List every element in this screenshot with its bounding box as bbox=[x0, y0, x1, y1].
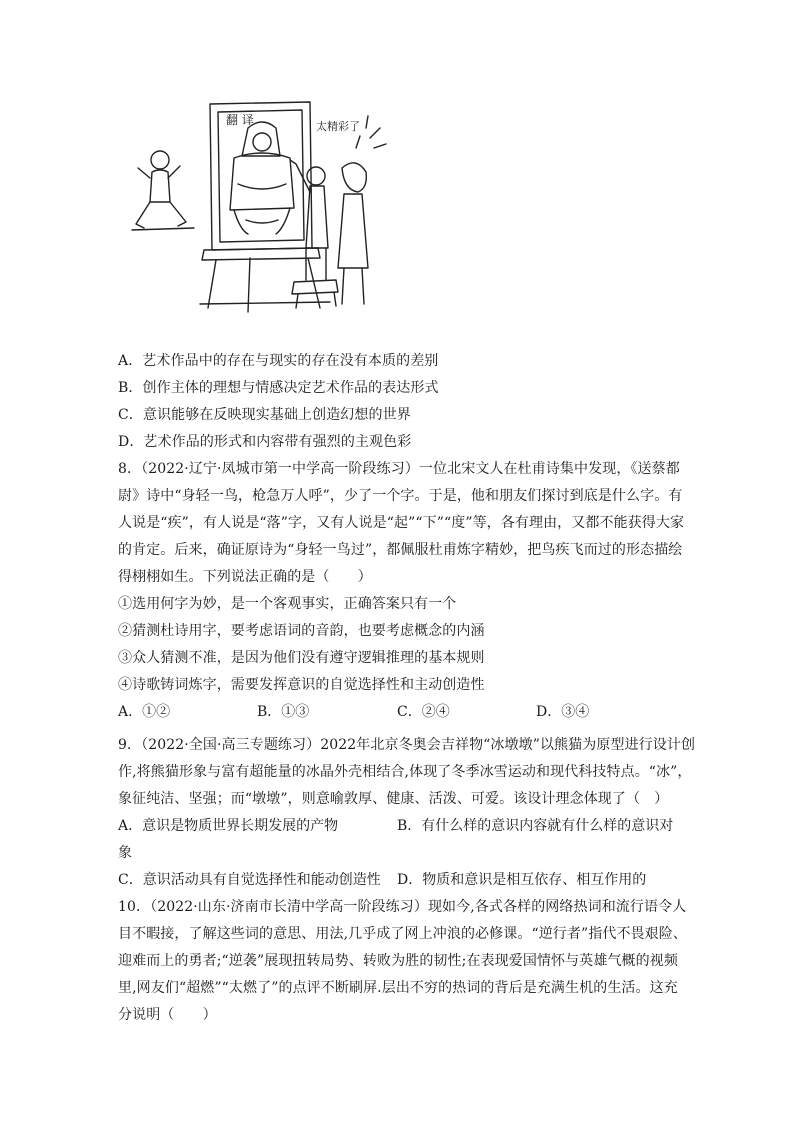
q9-option-d: D．物质和意识是相互依存、相互作用的 bbox=[397, 872, 647, 888]
q10-stem-line: 目不暇接，了解这些词的意思、用法,几乎成了网上冲浪的必修课。“逆行者”指代不畏艰险、 bbox=[118, 926, 687, 942]
q7-option-b: B．创作主体的理想与情感决定艺术作品的表达形式 bbox=[118, 380, 439, 396]
q9-stem-line: 9．（2022·全国·高三专题练习）2022年北京冬奥会吉祥物“冰墩墩”以熊猫为原型进行设计创 bbox=[118, 737, 696, 753]
q8-statement-3: ③众人猜测不准，是因为他们没有遵守逻辑推理的基本规则 bbox=[118, 650, 485, 666]
q8-option-a: A．①② bbox=[118, 704, 171, 720]
q8-stem-line: 得栩栩如生。下列说法正确的是（ ） bbox=[118, 569, 372, 585]
q9-option-b: B．有什么样的意识内容就有什么样的意识对 bbox=[397, 818, 674, 834]
q9-stem-line: 象征纯洁、坚强；而“墩墩”，则意喻敦厚、健康、活泼、可爱。该设计理念体现了（ ） bbox=[118, 791, 669, 807]
q7-option-c: C．意识能够在反映现实基础上创造幻想的世界 bbox=[118, 407, 411, 423]
q8-statement-2: ②猜测杜诗用字，要考虑语词的音韵，也要考虑概念的内涵 bbox=[118, 623, 485, 639]
cartoon-speech-text: 太精彩了 bbox=[316, 120, 360, 133]
q8-statement-1: ①选用何字为妙，是一个客观事实，正确答案只有一个 bbox=[118, 596, 457, 612]
q8-statement-4: ④诗歌铸词炼字，需要发挥意识的自觉选择性和主动创造性 bbox=[118, 677, 485, 693]
q9-option-a: A．意识是物质世界长期发展的产物 bbox=[118, 818, 339, 834]
q9-option-b-wrap: 象 bbox=[118, 845, 132, 861]
q8-option-c: C．②④ bbox=[397, 704, 450, 720]
q8-stem-line: 的肯定。后来，确证原诗为“身轻一鸟过”，都佩服杜甫炼字精妙，把鸟疾飞而过的形态描绘 bbox=[118, 542, 683, 558]
q10-stem-line: 迎难而上的勇者;“逆袭”展现扭转局势、转败为胜的韧性;在表现爱国情怀与英雄气概的视频 bbox=[118, 953, 678, 969]
q10-stem-line: 分说明（ ） bbox=[118, 1007, 217, 1023]
q8-option-d: D．③④ bbox=[536, 704, 590, 720]
q9-stem-line: 作,将熊猫形象与富有超能量的冰晶外壳相结合,体现了冬季冰雪运动和现代科技特点。“冰”， bbox=[118, 764, 692, 780]
q8-stem-line: 尉》诗中“身轻一鸟，枪急万人呼”，少了一个字。于是，他和朋友们探讨到底是什么字。有 bbox=[118, 488, 683, 504]
q8-stem-line: 8．（2022·辽宁·凤城市第一中学高一阶段练习）一位北宋文人在杜甫诗集中发现，《送蔡都 bbox=[118, 461, 680, 477]
q7-option-d: D．艺术作品的形式和内容带有强烈的主观色彩 bbox=[118, 434, 412, 450]
q8-stem-line: 人说是“疾”，有人说是“落”字，又有人说是“起”“下”“度”等，各有理由，又都不能获得大家 bbox=[118, 515, 685, 531]
cartoon-illustration bbox=[130, 98, 390, 314]
q10-stem-line: 里,网友们“超燃”“太燃了”的点评不断刷屏.层出不穷的热词的背后是充满生机的生活。这充 bbox=[118, 980, 678, 996]
q8-option-b: B．①③ bbox=[257, 704, 310, 720]
q9-option-c: C．意识活动具有自觉选择性和能动创造性 bbox=[118, 872, 381, 888]
q7-option-a: A．艺术作品中的存在与现实的存在没有本质的差别 bbox=[118, 353, 439, 369]
q10-stem-line: 10．（2022·山东·济南市长清中学高一阶段练习）现如今,各式各样的网络热词和流行语令人 bbox=[118, 899, 687, 915]
cartoon-panel-text: 翻 译 bbox=[226, 113, 254, 127]
